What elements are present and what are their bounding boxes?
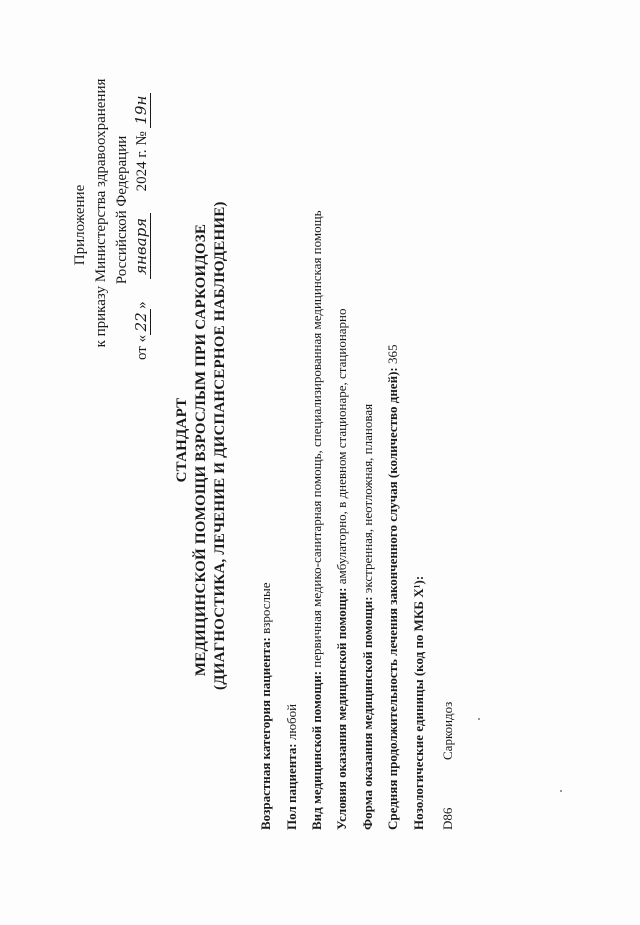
field-patient-sex	[284, 704, 300, 830]
appendix-line-1	[93, 68, 110, 358]
field-treatment-duration	[385, 345, 401, 830]
field-value: взрослые	[258, 582, 273, 638]
appendix-line-2	[114, 135, 131, 285]
scan-speck	[478, 718, 480, 720]
field-care-form	[360, 404, 376, 830]
nosology-code-text: D86	[440, 807, 455, 830]
field-label: Средняя продолжительность лечения законченного случая (количество дней):	[385, 367, 400, 830]
title-line-2-text: МЕДИЦИНСКОЙ ПОМОЩИ ВЗРОСЛЫМ ПРИ САРКОИДОЗЕ	[193, 223, 209, 677]
appendix-title	[72, 165, 89, 285]
appendix-line-2-text: Российской Федерации	[114, 135, 130, 285]
nosology-name-text: Саркоидоз	[440, 701, 455, 760]
date-month-handwritten: января	[132, 213, 151, 279]
field-value: амбулаторно, в дневном стационаре, стационарно	[334, 308, 349, 588]
field-label: Пол пациента:	[284, 743, 299, 830]
scan-speck	[560, 790, 562, 792]
field-value: любой	[284, 703, 299, 744]
title-line-1-text: СТАНДАРТ	[174, 397, 190, 483]
document-title-1	[174, 350, 191, 530]
appendix-line-1-text: к приказу Министерства здравоохранения	[93, 78, 109, 348]
date-prefix: от «	[134, 334, 150, 360]
field-age-category	[258, 583, 274, 830]
appendix-date-line	[132, 93, 151, 360]
field-label: Возрастная категория пациента:	[258, 637, 273, 830]
field-label: Условия оказания медицинской помощи:	[334, 587, 349, 830]
field-care-type	[309, 210, 325, 830]
date-day-handwritten: 22	[132, 309, 151, 335]
field-value: 365	[385, 344, 400, 368]
nosology-name	[440, 702, 456, 760]
appendix-title-text: Приложение	[72, 184, 88, 266]
field-label: Форма оказания медицинской помощи:	[360, 596, 375, 830]
field-nosology-header	[411, 576, 427, 830]
field-label: Вид медицинской помощи:	[309, 670, 324, 830]
date-mid: »	[134, 301, 150, 309]
order-number-handwritten: 19н	[132, 93, 151, 128]
nosology-code	[440, 808, 456, 830]
title-line-3-text: (ДИАГНОСТИКА, ЛЕЧЕНИЕ И ДИСПАНСЕРНОЕ НАБЛЮДЕНИЕ)	[212, 201, 228, 690]
document-title-3	[212, 201, 229, 690]
field-value: экстренная, неотложная, плановая	[360, 403, 375, 597]
date-year: 2024 г. №	[134, 131, 150, 192]
field-label: Нозологические единицы (код по МКБ X¹):	[411, 575, 426, 830]
document-title-2	[193, 210, 210, 690]
field-value: первичная медико-санитарная помощь, специализированная медицинская помощь	[309, 210, 324, 671]
field-care-conditions	[334, 308, 350, 830]
